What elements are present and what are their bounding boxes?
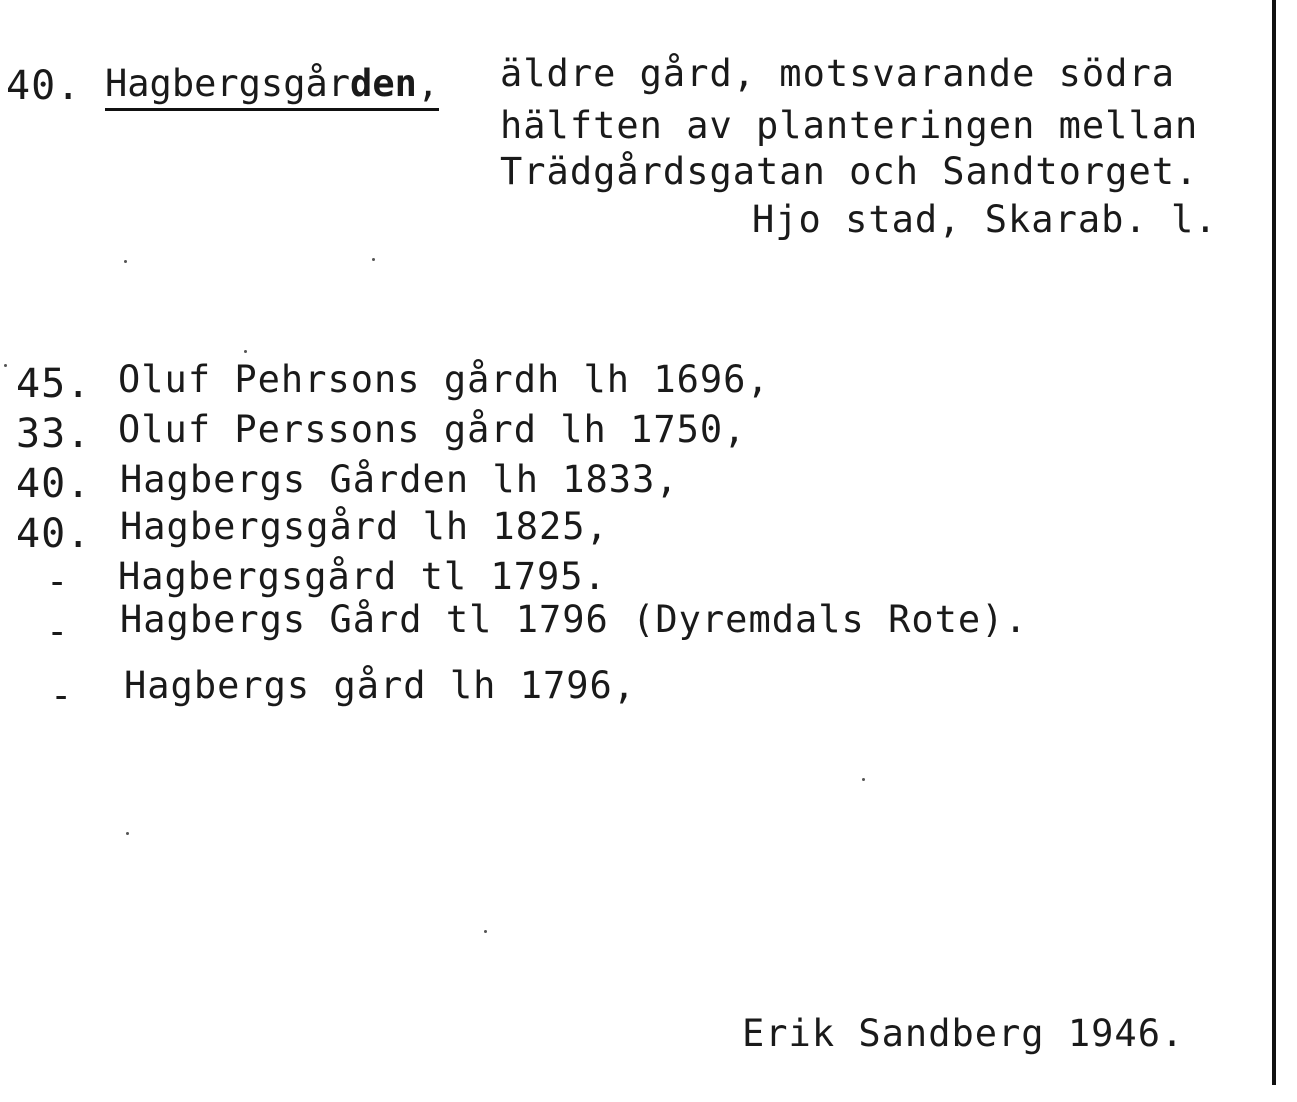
description-line-1: äldre gård, motsvarande södra xyxy=(500,52,1176,95)
entry-text: Hagbergsgård lh 1825, xyxy=(120,505,609,548)
title-bold: den xyxy=(350,62,417,105)
scan-speck xyxy=(126,832,129,835)
entry-text: Oluf Perssons gård lh 1750, xyxy=(118,408,747,451)
scan-speck xyxy=(484,930,487,933)
scan-speck xyxy=(124,260,127,263)
description-line-4: Hjo stad, Skarab. l. xyxy=(752,198,1218,241)
title-comma: , xyxy=(416,62,440,105)
entry-number: 45. xyxy=(16,361,92,407)
card-edge-line xyxy=(1272,0,1276,1085)
entry-text: Hagbergsgård tl 1795. xyxy=(118,555,607,598)
description-line-2: hälften av planteringen mellan xyxy=(500,104,1199,147)
entry-text: Hagbergs Gården lh 1833, xyxy=(120,458,679,501)
entry-text: Hagbergs Gård tl 1796 (Dyremdals Rote). xyxy=(120,598,1028,641)
entry-number: 33. xyxy=(16,411,92,457)
title-main: Hagbergsgår xyxy=(105,62,351,105)
entry-number: 40. xyxy=(16,461,92,507)
entry-dash: - xyxy=(46,610,70,653)
entry-dash: - xyxy=(50,674,74,717)
description-line-3: Trädgårdsgatan och Sandtorget. xyxy=(500,150,1199,193)
header-title xyxy=(105,62,439,111)
scan-speck xyxy=(372,258,375,261)
scan-speck xyxy=(4,364,7,367)
entry-text: Hagbergs gård lh 1796, xyxy=(124,664,637,707)
scan-speck xyxy=(862,778,865,781)
entry-dash: - xyxy=(46,560,70,603)
header-number: 40. xyxy=(6,63,82,109)
entry-text: Oluf Pehrsons gårdh lh 1696, xyxy=(118,358,770,401)
signature: Erik Sandberg 1946. xyxy=(742,1012,1185,1055)
entry-number: 40. xyxy=(16,511,92,557)
scan-speck xyxy=(244,350,247,353)
